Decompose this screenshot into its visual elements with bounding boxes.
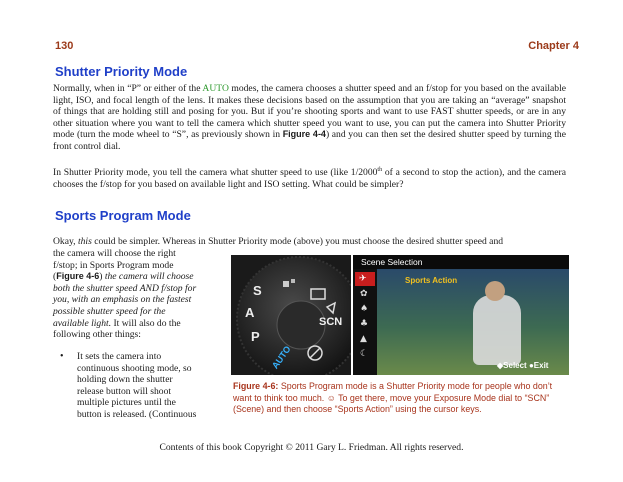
text: ) and you can then set the desired shutter speed by turning the front control dial. (53, 129, 566, 152)
dial-label-p: P (251, 329, 260, 344)
dial-label-scn: SCN (319, 316, 343, 328)
section-title-sports-program: Sports Program Mode (55, 208, 191, 223)
player-head (485, 281, 505, 301)
italic-text: you, with an emphasis on the fastest (53, 294, 192, 306)
chapter-label: Chapter 4 (528, 40, 579, 52)
food-icon[interactable]: ♠ (360, 304, 369, 314)
section-title-shutter-priority: Shutter Priority Mode (55, 64, 188, 79)
column-line: following other things: (53, 329, 141, 341)
dial-label-s: S (253, 283, 262, 298)
text: Okay, (53, 236, 78, 247)
italic-text: both the shutter speed AND f/stop for (53, 282, 197, 294)
bullet-item (77, 351, 215, 421)
left-column-text (53, 248, 225, 341)
landscape-icon[interactable]: ▲ (360, 334, 367, 344)
page-number: 130 (55, 40, 74, 52)
text: In Shutter Priority mode, you tell the camera what shutter speed to use (like 1/2000 (53, 167, 378, 179)
mode-dial-illustration (231, 255, 351, 375)
runner-icon: ✈ (359, 274, 367, 284)
paragraph-shutter-1 (53, 83, 566, 153)
mode-dial-photo (231, 255, 351, 375)
column-line (53, 318, 225, 330)
macro-icon[interactable]: ♣ (360, 319, 369, 329)
bullet-line: release button will shoot (77, 385, 172, 397)
text: could be simpler. Whereas in Shutter Priority mode (above) you must choose the desired shutter speed and (91, 236, 504, 247)
figure-caption (233, 381, 569, 416)
bullet-line: continuous shooting mode, so (77, 362, 192, 374)
bullet-line: It sets the camera into (77, 351, 162, 362)
bullet-line: holding down the shutter (77, 374, 173, 386)
italic-this: this (77, 236, 92, 247)
column-line (53, 294, 225, 306)
text: Normally, when in “P” or either of the (53, 83, 203, 94)
selected-scene-label: Sports Action (405, 276, 458, 285)
text: It will also do the (111, 317, 181, 329)
menu-title: Scene Selection (361, 257, 423, 267)
paragraph-sports-1 (53, 236, 566, 248)
italic-text: possible shutter speed for the (53, 305, 166, 317)
caption-label: Figure 4-6: (233, 381, 279, 391)
column-line: the camera will choose the right (53, 248, 176, 259)
italic-text: available light. (53, 317, 112, 329)
dial-label-a: A (245, 305, 255, 320)
auto-highlight: AUTO (202, 83, 229, 94)
bullet-line: multiple pictures until the (77, 397, 176, 409)
copyright-footer: Contents of this book Copyright © 2011 Gary L. Friedman. All rights reserved. (159, 442, 464, 453)
italic-text: the camera will choose (104, 271, 194, 283)
figure-reference: Figure 4-6 (56, 271, 100, 282)
player-figure (473, 295, 521, 365)
text: of a second to stop the action), and the camera chooses the f/stop for you based on available light and ISO setting. What could be simpler? (53, 167, 566, 190)
column-line (53, 283, 225, 295)
column-line (53, 306, 225, 318)
superscript: th (377, 167, 383, 173)
figure-reference: Figure 4-4 (282, 129, 326, 140)
text: ) (99, 271, 105, 283)
column-line (53, 271, 225, 283)
bullet-line: button is released. (Continuous (77, 408, 197, 420)
text: modes, the camera chooses a shutter speed and an f/stop for you based on the available light, ISO, and focal length of the lens. It makes these decisions based on the assumption that you are taking an “average” snapshot of things that are holding still and posing for you. But if you’re shooting sports and want to use FAST shutter speeds, or are in any other situation where you want to tell the camera which shutter speed you want to use, you can put the camera into Shutter Priority mode (turn the mode wheel to “S”, as previously shown in (53, 83, 566, 141)
scene-selection-screen (353, 255, 569, 375)
night-icon[interactable]: ☾ (360, 349, 369, 359)
text: ( (53, 271, 57, 283)
caption-text: Sports Program mode is a Shutter Priority mode for people who don’t want to think too much. ☺ To get there, move your Exposure Mode dial to “SCN” (Scene) and then choose “Sports Action” using the cursor keys. (233, 381, 553, 415)
column-line: f/stop; in Sports Program mode (53, 259, 174, 271)
paragraph-shutter-2 (53, 165, 566, 190)
dial-label-auto: AUTO (269, 344, 293, 371)
menu-footer-hint: ◆Select ●Exit (497, 361, 549, 370)
bullet-marker: • (60, 351, 64, 362)
pet-icon[interactable]: ✿ (360, 289, 368, 299)
